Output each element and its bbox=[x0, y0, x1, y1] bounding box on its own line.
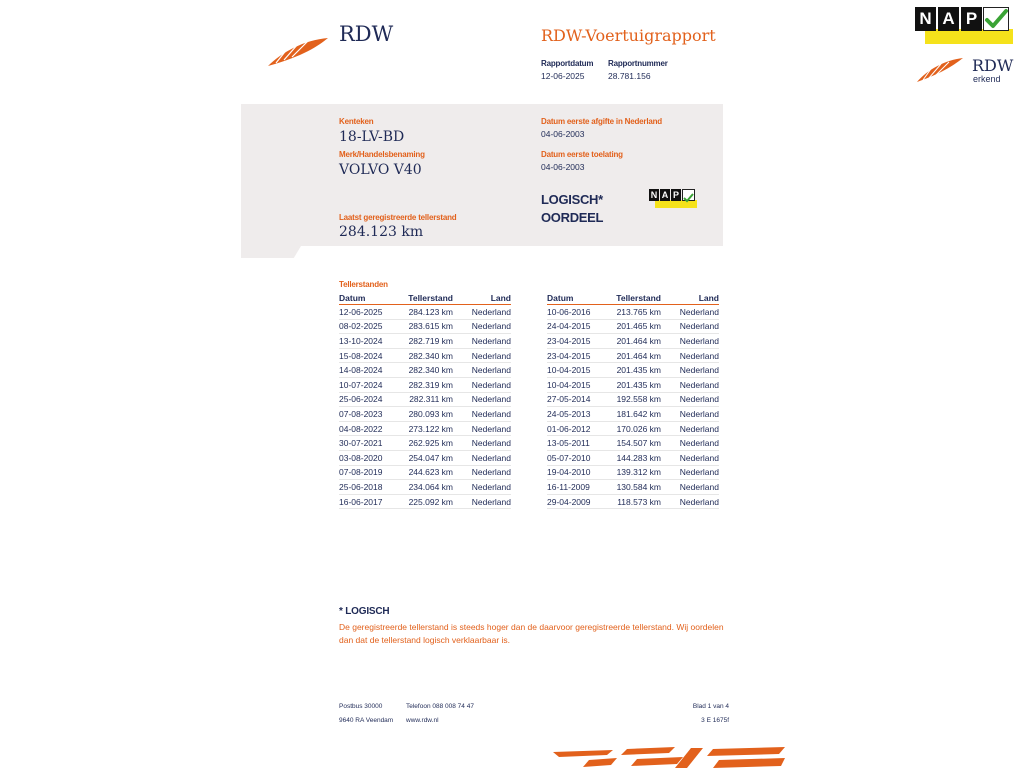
cell-odometer: 154.507 km bbox=[609, 436, 661, 451]
rdw-erkend-title: RDW bbox=[972, 56, 1014, 75]
cell-country: Nederland bbox=[453, 480, 511, 495]
cell-country: Nederland bbox=[661, 305, 719, 320]
first-issue-value: 04-06-2003 bbox=[541, 129, 585, 139]
table-row bbox=[547, 348, 719, 363]
footer-phone: Telefoon 088 008 74 47 bbox=[406, 703, 474, 710]
plate-label: Kenteken bbox=[339, 117, 374, 126]
cell-country: Nederland bbox=[661, 348, 719, 363]
cell-odometer: 282.340 km bbox=[401, 363, 453, 378]
cell-country: Nederland bbox=[661, 494, 719, 509]
cell-country: Nederland bbox=[453, 305, 511, 320]
column-header-country: Land bbox=[661, 292, 719, 305]
cell-odometer: 262.925 km bbox=[401, 436, 453, 451]
cell-date: 23-04-2015 bbox=[547, 334, 609, 349]
nap-small-check-icon bbox=[682, 189, 695, 201]
cell-country: Nederland bbox=[453, 494, 511, 509]
cell-country: Nederland bbox=[661, 392, 719, 407]
cell-odometer: 284.123 km bbox=[401, 305, 453, 320]
cell-odometer: 225.092 km bbox=[401, 494, 453, 509]
cell-country: Nederland bbox=[661, 480, 719, 495]
cell-date: 16-11-2009 bbox=[547, 480, 609, 495]
nap-letter-p: P bbox=[961, 7, 982, 31]
cell-date: 12-06-2025 bbox=[339, 305, 401, 320]
cell-country: Nederland bbox=[453, 363, 511, 378]
cell-odometer: 282.719 km bbox=[401, 334, 453, 349]
cell-country: Nederland bbox=[661, 319, 719, 334]
cell-date: 10-04-2015 bbox=[547, 363, 609, 378]
table-row bbox=[547, 480, 719, 495]
rdw-logo-text: RDW bbox=[339, 22, 394, 46]
cell-country: Nederland bbox=[661, 334, 719, 349]
table-row bbox=[547, 363, 719, 378]
cell-date: 10-04-2015 bbox=[547, 377, 609, 392]
table-row bbox=[339, 407, 511, 422]
cell-country: Nederland bbox=[453, 450, 511, 465]
decorative-stripes bbox=[553, 746, 785, 768]
cell-country: Nederland bbox=[453, 348, 511, 363]
cell-odometer: 244.623 km bbox=[401, 465, 453, 480]
cell-odometer: 273.122 km bbox=[401, 421, 453, 436]
rdw-erkend-logo bbox=[915, 56, 1015, 86]
cell-country: Nederland bbox=[453, 465, 511, 480]
table-row bbox=[547, 421, 719, 436]
cell-odometer: 201.435 km bbox=[609, 363, 661, 378]
nap-small-letter-p: P bbox=[672, 190, 679, 200]
nap-letter-a: A bbox=[938, 7, 959, 31]
table-row bbox=[547, 392, 719, 407]
report-title: RDW-Voertuigrapport bbox=[541, 26, 716, 45]
cell-country: Nederland bbox=[453, 392, 511, 407]
cell-odometer: 144.283 km bbox=[609, 450, 661, 465]
cell-country: Nederland bbox=[661, 363, 719, 378]
cell-date: 19-04-2010 bbox=[547, 465, 609, 480]
nap-badge bbox=[915, 7, 1013, 44]
cell-country: Nederland bbox=[661, 377, 719, 392]
column-header-odometer: Tellerstand bbox=[401, 292, 453, 305]
cell-odometer: 139.312 km bbox=[609, 465, 661, 480]
footer-website: www.rdw.nl bbox=[406, 717, 439, 724]
report-date-label: Rapportdatum bbox=[541, 59, 594, 68]
cell-date: 03-08-2020 bbox=[339, 450, 401, 465]
table-row bbox=[547, 465, 719, 480]
footer-code: 3 E 1675f bbox=[701, 717, 729, 724]
cell-country: Nederland bbox=[661, 465, 719, 480]
cell-odometer: 118.573 km bbox=[609, 494, 661, 509]
cell-country: Nederland bbox=[453, 319, 511, 334]
column-header-odometer: Tellerstand bbox=[609, 292, 661, 305]
make-value: VOLVO V40 bbox=[339, 162, 422, 178]
footer-city: 9640 RA Veendam bbox=[339, 717, 394, 724]
first-issue-label: Datum eerste afgifte in Nederland bbox=[541, 117, 662, 126]
cell-date: 05-07-2010 bbox=[547, 450, 609, 465]
last-odometer-label: Laatst geregistreerde tellerstand bbox=[339, 213, 457, 222]
nap-small-letter-a: A bbox=[661, 190, 669, 200]
cell-odometer: 170.026 km bbox=[609, 421, 661, 436]
table-row bbox=[547, 305, 719, 320]
table-row bbox=[547, 494, 719, 509]
column-header-date: Datum bbox=[339, 292, 401, 305]
table-row bbox=[339, 421, 511, 436]
footnote-text: De geregistreerde tellerstand is steeds hoger dan de daarvoor geregistreerde tellerstand. Wij oordelen dan dat de tellerstand logisch verklaarbaar is. bbox=[339, 622, 724, 645]
cell-country: Nederland bbox=[661, 450, 719, 465]
cell-country: Nederland bbox=[661, 407, 719, 422]
table-row bbox=[547, 436, 719, 451]
first-admission-label: Datum eerste toelating bbox=[541, 150, 623, 159]
cell-date: 13-05-2011 bbox=[547, 436, 609, 451]
nap-small-badge bbox=[649, 189, 697, 209]
table-row bbox=[339, 436, 511, 451]
odometer-table-right bbox=[547, 292, 719, 509]
rdw-feather-icon bbox=[915, 56, 965, 84]
cell-date: 27-05-2014 bbox=[547, 392, 609, 407]
cell-date: 04-08-2022 bbox=[339, 421, 401, 436]
cell-country: Nederland bbox=[661, 421, 719, 436]
last-odometer-value: 284.123 km bbox=[339, 224, 424, 240]
verdict-line-2: OORDEEL bbox=[541, 210, 604, 225]
cell-country: Nederland bbox=[453, 407, 511, 422]
cell-country: Nederland bbox=[453, 421, 511, 436]
table-row bbox=[547, 407, 719, 422]
odometer-table-left-body bbox=[339, 305, 511, 509]
check-icon bbox=[983, 7, 1009, 31]
make-label: Merk/Handelsbenaming bbox=[339, 150, 425, 159]
table-row bbox=[547, 334, 719, 349]
report-date: 12-06-2025 bbox=[541, 71, 585, 81]
nap-letters bbox=[915, 7, 982, 31]
table-row bbox=[339, 480, 511, 495]
footnote-title: * LOGISCH bbox=[339, 606, 390, 617]
table-row bbox=[339, 494, 511, 509]
nap-letter-n: N bbox=[915, 7, 936, 31]
cell-odometer: 201.464 km bbox=[609, 348, 661, 363]
table-row bbox=[547, 450, 719, 465]
cell-odometer: 282.340 km bbox=[401, 348, 453, 363]
cell-country: Nederland bbox=[453, 334, 511, 349]
vehicle-info-panel-tail bbox=[241, 246, 301, 258]
cell-date: 24-04-2015 bbox=[547, 319, 609, 334]
cell-date: 07-08-2019 bbox=[339, 465, 401, 480]
cell-date: 10-07-2024 bbox=[339, 377, 401, 392]
table-row bbox=[339, 377, 511, 392]
odometer-table-left bbox=[339, 292, 511, 509]
cell-odometer: 254.047 km bbox=[401, 450, 453, 465]
cell-odometer: 282.319 km bbox=[401, 377, 453, 392]
cell-odometer: 282.311 km bbox=[401, 392, 453, 407]
table-row bbox=[547, 377, 719, 392]
table-row bbox=[339, 305, 511, 320]
cell-date: 30-07-2021 bbox=[339, 436, 401, 451]
cell-odometer: 234.064 km bbox=[401, 480, 453, 495]
table-row bbox=[339, 348, 511, 363]
cell-date: 10-06-2016 bbox=[547, 305, 609, 320]
cell-date: 25-06-2018 bbox=[339, 480, 401, 495]
table-row bbox=[339, 319, 511, 334]
cell-date: 15-08-2024 bbox=[339, 348, 401, 363]
cell-odometer: 201.435 km bbox=[609, 377, 661, 392]
cell-date: 16-06-2017 bbox=[339, 494, 401, 509]
table-header-row bbox=[547, 292, 719, 305]
plate-value: 18-LV-BD bbox=[339, 129, 405, 145]
footer-page-number: Blad 1 van 4 bbox=[692, 703, 729, 710]
cell-date: 23-04-2015 bbox=[547, 348, 609, 363]
rdw-erkend-subtitle: erkend bbox=[973, 74, 1001, 84]
table-row bbox=[547, 319, 719, 334]
cell-odometer: 283.615 km bbox=[401, 319, 453, 334]
table-row bbox=[339, 450, 511, 465]
cell-odometer: 192.558 km bbox=[609, 392, 661, 407]
cell-date: 24-05-2013 bbox=[547, 407, 609, 422]
report-number: 28.781.156 bbox=[608, 71, 651, 81]
cell-date: 25-06-2024 bbox=[339, 392, 401, 407]
cell-odometer: 201.464 km bbox=[609, 334, 661, 349]
odometer-table-right-body bbox=[547, 305, 719, 509]
cell-odometer: 201.465 km bbox=[609, 319, 661, 334]
nap-small-letter-n: N bbox=[650, 190, 658, 200]
verdict-line-1: LOGISCH* bbox=[541, 192, 603, 207]
cell-odometer: 181.642 km bbox=[609, 407, 661, 422]
table-header-row bbox=[339, 292, 511, 305]
first-admission-value: 04-06-2003 bbox=[541, 162, 585, 172]
cell-odometer: 280.093 km bbox=[401, 407, 453, 422]
cell-date: 13-10-2024 bbox=[339, 334, 401, 349]
rdw-feather-logo bbox=[266, 36, 330, 68]
cell-country: Nederland bbox=[453, 377, 511, 392]
cell-country: Nederland bbox=[661, 436, 719, 451]
cell-date: 07-08-2023 bbox=[339, 407, 401, 422]
table-row bbox=[339, 363, 511, 378]
cell-date: 14-08-2024 bbox=[339, 363, 401, 378]
footer-postbus: Postbus 30000 bbox=[339, 703, 383, 710]
table-row bbox=[339, 392, 511, 407]
report-number-label: Rapportnummer bbox=[608, 59, 668, 68]
column-header-country: Land bbox=[453, 292, 511, 305]
cell-date: 08-02-2025 bbox=[339, 319, 401, 334]
cell-date: 01-06-2012 bbox=[547, 421, 609, 436]
cell-country: Nederland bbox=[453, 436, 511, 451]
cell-odometer: 130.584 km bbox=[609, 480, 661, 495]
odometer-section-title: Tellerstanden bbox=[339, 280, 388, 289]
column-header-date: Datum bbox=[547, 292, 609, 305]
cell-odometer: 213.765 km bbox=[609, 305, 661, 320]
nap-small-letters bbox=[649, 189, 681, 201]
table-row bbox=[339, 465, 511, 480]
cell-date: 29-04-2009 bbox=[547, 494, 609, 509]
table-row bbox=[339, 334, 511, 349]
